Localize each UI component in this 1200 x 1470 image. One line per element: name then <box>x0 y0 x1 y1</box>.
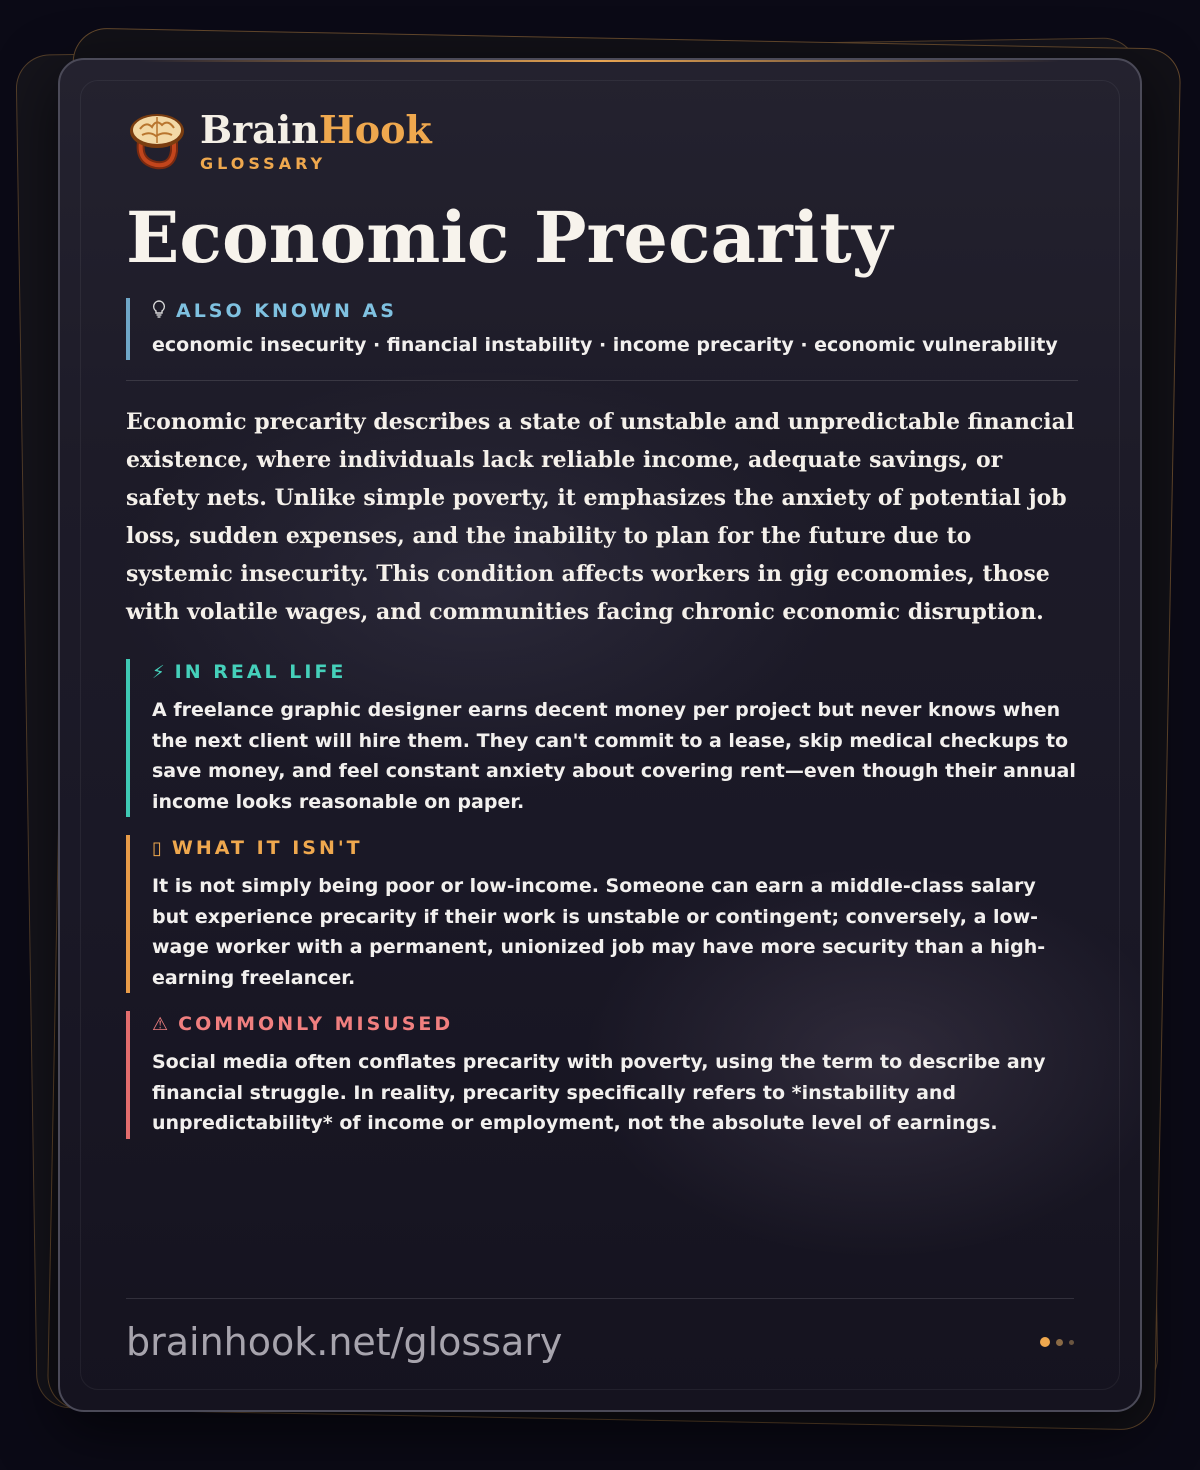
also-known-as-text: economic insecurity · financial instability · income precarity · economic vulnerability <box>152 334 1058 356</box>
commonly-misused-heading <box>152 1011 1078 1037</box>
pagination-dot-active <box>1040 1337 1050 1347</box>
brand-subtitle: GLOSSARY <box>200 153 327 173</box>
brain-hook-icon <box>126 109 188 171</box>
pagination-dot <box>1056 1339 1063 1346</box>
brand-text <box>200 108 432 173</box>
brand-name <box>200 108 432 152</box>
card-top-glow <box>140 60 1060 62</box>
in-real-life-text: A freelance graphic designer earns decent money per project but never knows when the next client will hire them. They can't commit to a lease, skip medical checkups to save money, and feel constant anxiety about covering rent—even though their annual income looks reasonable on paper. <box>152 699 1076 813</box>
definition-text: Economic precarity describes a state of unstable and unpredictable financial existence, where individuals lack reliable income, adequate savings, or safety nets. Unlike simple poverty, it emphasizes the anxiety of potential job loss, sudden expenses, and the inability to plan for the future due to systemic insecurity. This condition affects workers in gig economies, those with volatile wages, and communities facing chronic economic disruption. <box>126 409 1075 625</box>
missing-glyph-icon: ▯ <box>152 837 162 859</box>
commonly-misused-section <box>126 1011 1078 1139</box>
in-real-life-heading <box>152 659 1078 685</box>
card-content <box>126 100 1078 1139</box>
brand-name-brain: Brain <box>200 106 319 152</box>
footer-divider <box>126 1298 1074 1299</box>
term-title: Economic Precarity <box>126 196 893 279</box>
card-footer <box>126 1316 1074 1368</box>
footer-url-link[interactable]: brainhook.net/glossary <box>126 1320 563 1364</box>
brand-header <box>126 100 1078 180</box>
commonly-misused-label: COMMONLY MISUSED <box>178 1013 454 1035</box>
what-it-isnt-section <box>126 835 1078 993</box>
brand-name-hook: Hook <box>318 106 432 152</box>
in-real-life-label: IN REAL LIFE <box>174 661 347 683</box>
what-it-isnt-text: It is not simply being poor or low-income. Someone can earn a middle-class salary but experience precarity if their work is unstable or contingent; conversely, a low-wage worker with a permanent, unionized job may have more security than a high-earning freelancer. <box>152 875 1046 989</box>
what-it-isnt-label: WHAT IT ISN'T <box>171 837 363 859</box>
also-known-as-label: ALSO KNOWN AS <box>176 300 397 322</box>
lightbulb-icon <box>152 300 166 323</box>
commonly-misused-text: Social media often conflates precarity with poverty, using the term to describe any financial struggle. In reality, precarity specifically refers to *instability and unpredictability* of income or employment, not the absolute level of earnings. <box>152 1051 1046 1134</box>
divider <box>126 380 1078 381</box>
lightning-icon: ⚡ <box>152 661 165 683</box>
also-known-as-heading <box>152 298 1078 324</box>
glossary-card <box>58 58 1142 1412</box>
in-real-life-section <box>126 659 1078 817</box>
warning-icon: ⚠ <box>152 1013 169 1035</box>
pagination-dots <box>1040 1337 1074 1347</box>
what-it-isnt-heading <box>152 835 1078 861</box>
pagination-dot <box>1069 1340 1074 1345</box>
also-known-as-section <box>126 298 1078 360</box>
